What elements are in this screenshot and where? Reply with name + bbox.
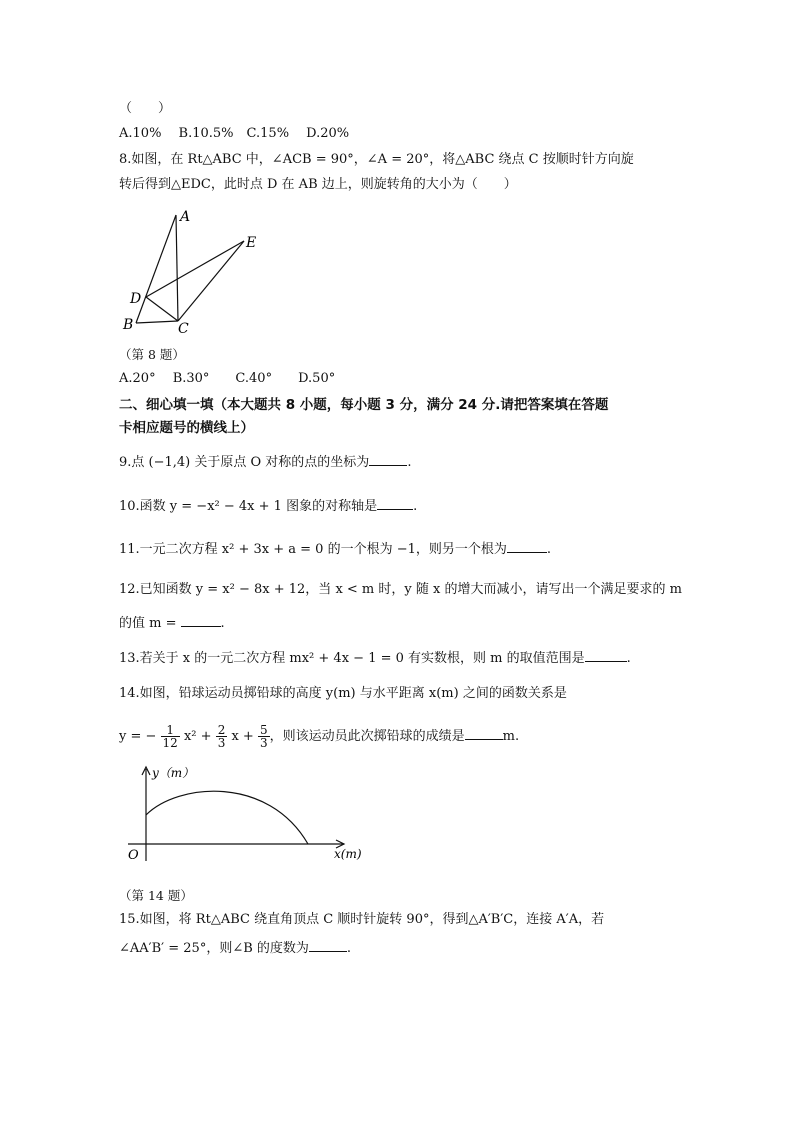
- q11-end: .: [546, 542, 552, 557]
- q14-f2-den: 3: [217, 736, 226, 750]
- q15-stem-line2: [119, 938, 351, 958]
- q8-caption: （第 8 题）: [119, 347, 185, 362]
- q9-text: 9.点 (−1,4) 关于原点 O 对称的点的坐标为: [119, 455, 370, 470]
- q14-formula-prefix: y = −: [119, 729, 157, 744]
- q14-f1-num: 1: [161, 724, 180, 737]
- q12-end: .: [220, 616, 225, 631]
- q13-stem: [119, 648, 631, 668]
- q12-text: 的值 m =: [119, 616, 177, 631]
- q8-figure: [118, 205, 268, 335]
- q7-answer-paren: （ ）: [119, 101, 172, 116]
- q8-stem-line1: 8.如图，在 Rt△ABC 中，∠ACB = 90°，∠A = 20°，将△ABC 绕点 C 按顺时针方向旋: [119, 152, 634, 167]
- q14-unit: m.: [502, 729, 520, 744]
- q14-fraction-3: [258, 724, 270, 749]
- q14-y-axis-label: y（m）: [152, 766, 195, 780]
- q14-parabola-curve: [146, 791, 308, 844]
- q14-formula-mid1: x² +: [183, 729, 212, 744]
- q14-formula-mid2: x +: [231, 729, 254, 744]
- q14-fraction-2: [216, 724, 228, 749]
- q10-stem: [119, 496, 417, 516]
- q9-stem: [119, 452, 411, 472]
- q14-formula-line: [119, 720, 519, 756]
- q10-text: 10.函数 y = −x² − 4x + 1 图象的对称轴是: [119, 499, 378, 514]
- q8-label-e: E: [246, 235, 257, 251]
- q12-answer-blank[interactable]: [181, 613, 221, 627]
- q14-x-axis-label: x(m): [334, 847, 362, 861]
- q8-segment-ac: [176, 215, 178, 321]
- q14-origin-label: O: [128, 848, 139, 863]
- q13-end: .: [626, 651, 631, 666]
- q14-figure: [118, 765, 378, 870]
- q11-stem: [119, 539, 551, 559]
- q10-answer-blank[interactable]: [377, 496, 413, 510]
- q8-segment-de: [146, 241, 244, 297]
- q10-end: .: [413, 499, 418, 514]
- q13-answer-blank[interactable]: [585, 648, 627, 662]
- section2-heading-line2: 卡相应题号的横线上）: [119, 420, 254, 436]
- q13-text: 13.若关于 x 的一元二次方程 mx² + 4x − 1 = 0 有实数根，则 m 的取值范围是: [119, 651, 585, 666]
- q8-segment-ab: [136, 215, 176, 323]
- q7-options: A.10% B.10.5% C.15% D.20%: [119, 126, 350, 141]
- q15-stem-line1: 15.如图，将 Rt△ABC 绕直角顶点 C 顺时针旋转 90°，得到△A′B′C，连接 A′A，若: [119, 912, 605, 927]
- q8-segment-bc: [136, 321, 178, 323]
- q14-answer-blank[interactable]: [465, 726, 503, 740]
- q8-options: A.20° B.30° C.40° D.50°: [119, 371, 336, 386]
- q8-segment-dc: [146, 297, 178, 321]
- q15-text: ∠AA′B′ = 25°，则∠B 的度数为: [119, 941, 309, 956]
- q8-label-a: A: [180, 209, 191, 225]
- q12-stem-line2: [119, 613, 225, 633]
- q8-label-d: D: [130, 291, 142, 307]
- q11-text: 11.一元二次方程 x² + 3x + a = 0 的一个根为 −1，则另一个根为: [119, 542, 507, 557]
- q8-label-c: C: [178, 321, 189, 335]
- q8-segment-ec: [178, 241, 244, 321]
- q9-answer-blank[interactable]: [369, 452, 407, 466]
- q8-label-b: B: [123, 317, 134, 333]
- q9-end: .: [407, 455, 412, 470]
- q14-stem-line1: 14.如图，铅球运动员掷铅球的高度 y(m) 与水平距离 x(m) 之间的函数关系是: [119, 686, 567, 701]
- q14-f3-den: 3: [259, 736, 268, 750]
- q8-stem-line2: 转后得到△EDC，此时点 D 在 AB 边上，则旋转角的大小为（ ）: [119, 177, 517, 192]
- q15-answer-blank[interactable]: [309, 938, 347, 952]
- q15-end: .: [346, 941, 352, 956]
- q14-f1-den: 12: [162, 736, 178, 750]
- q14-caption: （第 14 题）: [119, 888, 193, 903]
- q14-f3-num: 5: [259, 723, 268, 737]
- section2-heading-line1: 二、细心填一填（本大题共 8 小题，每小题 3 分，满分 24 分.请把答案填在答题: [119, 397, 609, 413]
- q14-formula-tail: ，则该运动员此次掷铅球的成绩是: [269, 729, 465, 744]
- q12-stem-line1: 12.已知函数 y = x² − 8x + 12，当 x < m 时，y 随 x 的增大而减小，请写出一个满足要求的 m: [119, 582, 682, 597]
- q11-answer-blank[interactable]: [507, 539, 547, 553]
- q14-fraction-1: [161, 724, 180, 749]
- q14-f2-num: 2: [217, 723, 226, 737]
